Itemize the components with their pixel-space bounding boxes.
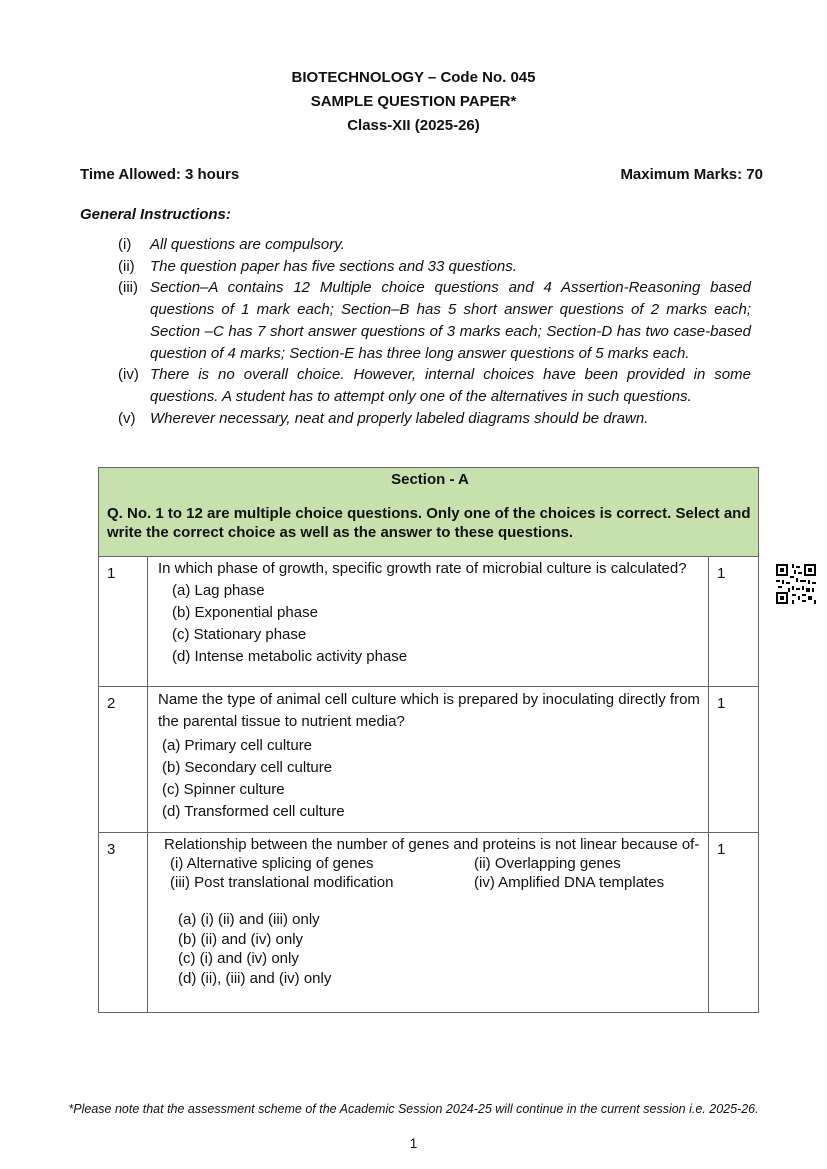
question-number: 2 (99, 687, 148, 833)
question-marks: 1 (709, 687, 759, 833)
statement: (ii) Overlapping genes (474, 855, 621, 872)
section-header (99, 468, 759, 557)
option: (a) (i) (ii) and (iii) only (178, 911, 320, 928)
instruction-text: There is no overall choice. However, internal choices have been provided in some questions. A student has to attempt only one of the alternatives in such questions. (150, 366, 751, 405)
options-list (158, 580, 702, 668)
option: (d) Intense metabolic activity phase (172, 648, 408, 665)
question-row (99, 687, 759, 833)
qr-code-icon (776, 564, 816, 604)
instruction-number: (iii) (118, 279, 138, 297)
instruction-text: The question paper has five sections and 33 questions. (150, 257, 517, 275)
page-number: 1 (409, 1135, 418, 1151)
question-text: In which phase of growth, specific growth rate of microbial culture is calculated? (158, 560, 687, 577)
paper-subtitle: SAMPLE QUESTION PAPER* (310, 93, 517, 110)
section-title: Section - A (391, 471, 469, 488)
instruction-item (118, 364, 751, 407)
maximum-marks: Maximum Marks: 70 (620, 166, 763, 183)
option: (b) (ii) and (iv) only (178, 930, 304, 948)
options-list (164, 910, 702, 988)
options-list (158, 735, 702, 823)
footer-note: *Please note that the assessment scheme of the Academic Session 2024-25 will continue in the current session i.e. 2025-26. (68, 1102, 759, 1116)
question-body (148, 557, 709, 687)
question-row (99, 557, 759, 687)
question-text: Relationship between the number of genes and proteins is not linear because of- (164, 836, 700, 853)
section-instructions: Q. No. 1 to 12 are multiple choice questions. Only one of the choices is correct. Select and write the correct choice as well as the answer to these questions. (107, 505, 751, 541)
option: (c) (i) and (iv) only (178, 950, 299, 967)
question-body (148, 687, 709, 833)
question-number: 3 (99, 833, 148, 1013)
paper-title: BIOTECHNOLOGY – Code No. 045 (291, 69, 536, 86)
instruction-text: Wherever necessary, neat and properly labeled diagrams should be drawn. (150, 409, 649, 427)
instruction-number: (v) (118, 409, 136, 427)
instruction-text: Section–A contains 12 Multiple choice questions and 4 Assertion-Reasoning based questions of 1 mark each; Section–B has 5 short answer questions of 2 marks each; Section –C has 7 short answer questions of 3 marks each; Section-D has two case-based question of 4 marks; Section-E has three long answer questions of 5 marks each. (150, 279, 751, 362)
instructions-list (118, 234, 751, 429)
instruction-item (118, 234, 751, 256)
statement-row (164, 873, 702, 892)
question-body (148, 833, 709, 1013)
instruction-item (118, 277, 751, 364)
question-marks: 1 (709, 557, 759, 687)
option: (a) Lag phase (172, 582, 265, 599)
question-marks: 1 (709, 833, 759, 1013)
time-allowed: Time Allowed: 3 hours (80, 166, 240, 183)
instruction-number: (i) (118, 236, 132, 253)
option: (c) Stationary phase (172, 626, 307, 643)
instruction-item (118, 256, 751, 278)
instruction-item (118, 408, 751, 430)
instruction-text: All questions are compulsory. (150, 236, 345, 253)
statement-row (164, 854, 702, 873)
option: (a) Primary cell culture (162, 737, 313, 754)
statement: (i) Alternative splicing of genes (170, 855, 374, 872)
question-text: Name the type of animal cell culture which is prepared by inoculating directly from the parental tissue to nutrient media? (158, 691, 700, 730)
section-header-row (99, 468, 759, 557)
option: (c) Spinner culture (162, 781, 285, 798)
instruction-number: (ii) (118, 257, 135, 275)
questions-table (98, 467, 759, 1013)
question-row (99, 833, 759, 1013)
instructions-title: General Instructions: (80, 206, 231, 223)
option: (b) Exponential phase (172, 604, 318, 621)
statement: (iv) Amplified DNA templates (474, 874, 665, 891)
option: (d) Transformed cell culture (162, 803, 345, 820)
option: (d) (ii), (iii) and (iv) only (178, 969, 332, 987)
class-label: Class-XII (2025-26) (347, 117, 480, 134)
question-number: 1 (99, 557, 148, 687)
instruction-number: (iv) (118, 366, 139, 384)
option: (b) Secondary cell culture (162, 759, 333, 776)
statement: (iii) Post translational modification (170, 874, 394, 891)
